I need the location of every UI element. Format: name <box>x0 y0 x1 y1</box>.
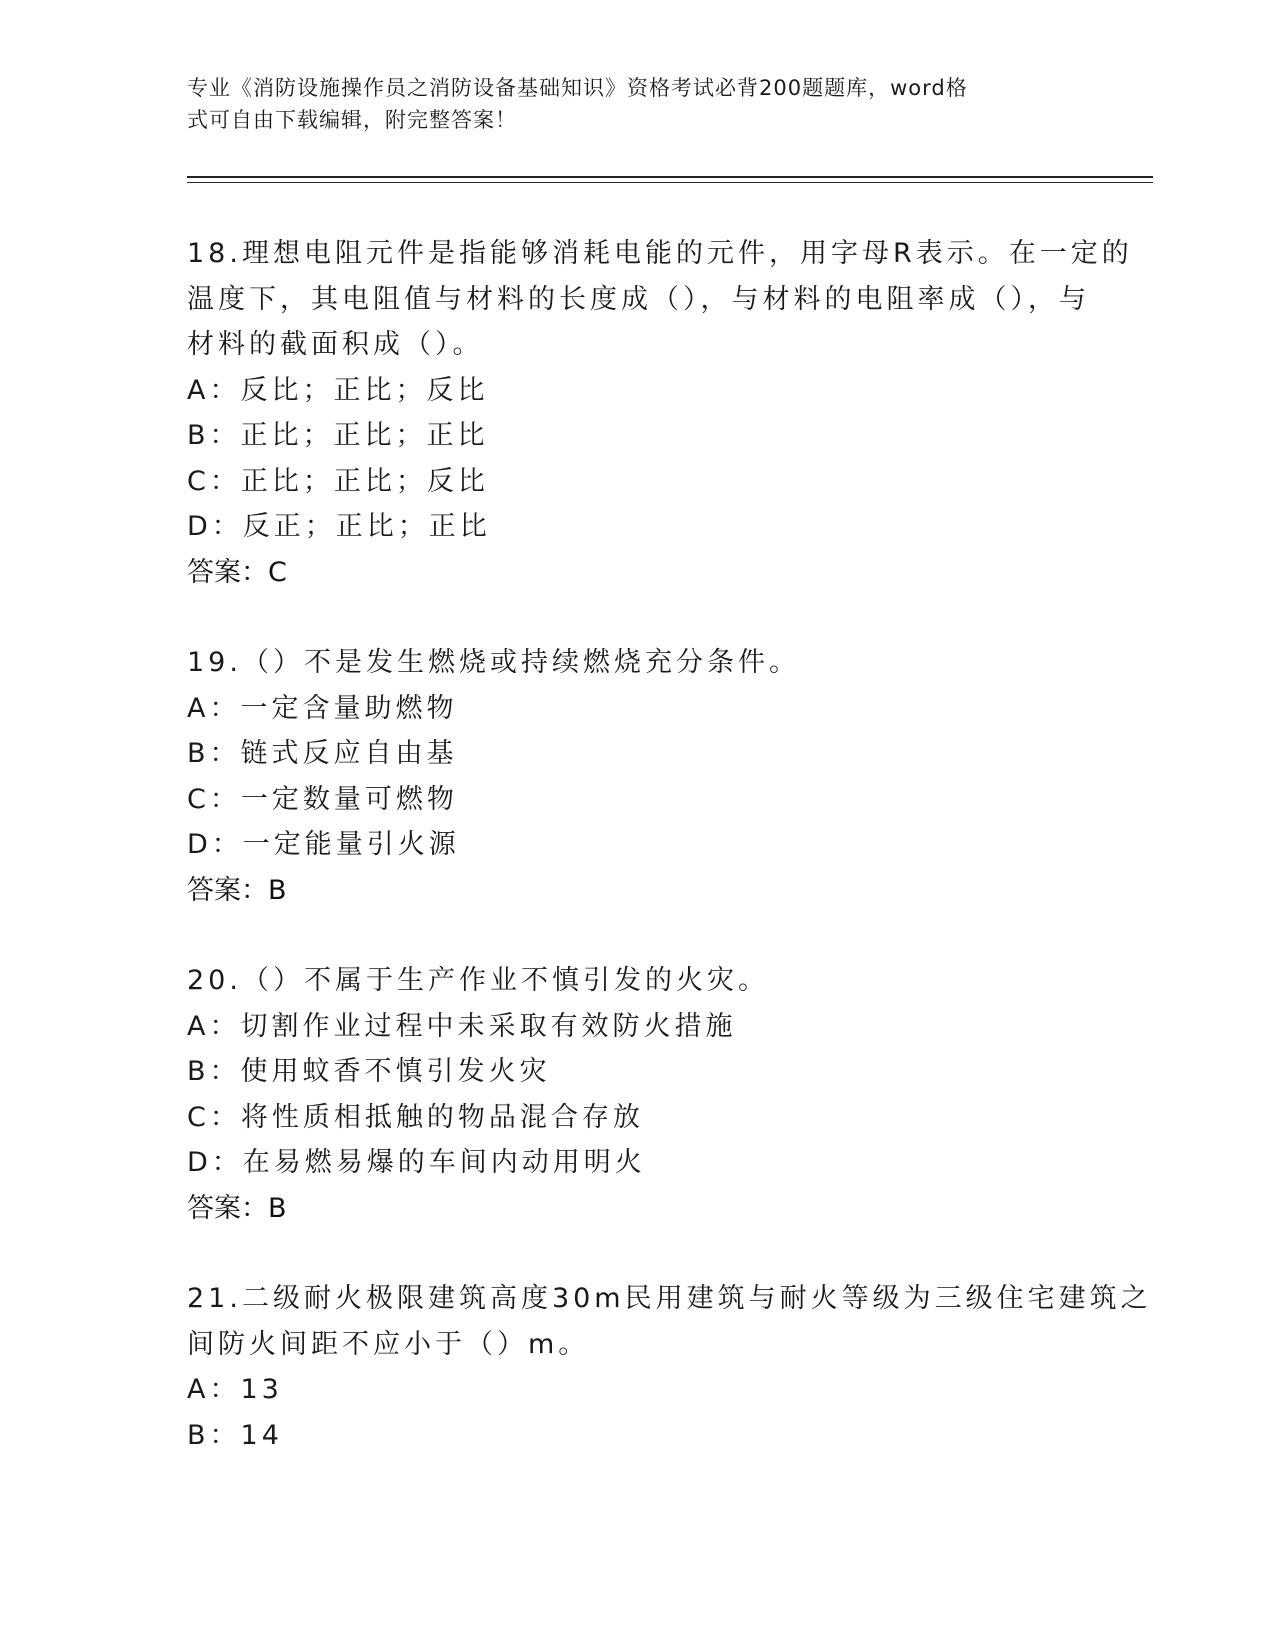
document-header <box>187 72 1087 136</box>
option-a: A：一定含量助燃物 <box>187 692 458 724</box>
option-b: B：使用蚊香不慎引发火灾 <box>187 1056 551 1087</box>
option-b: B：正比；正比；正比 <box>187 420 489 451</box>
option-c: C：正比；正比；反比 <box>187 465 489 497</box>
question-item <box>187 231 1133 595</box>
question-item <box>187 958 1097 1231</box>
option-a: A：13 <box>187 1374 283 1405</box>
question-stem-line: 18.理想电阻元件是指能够消耗电能的元件，用字母R表示。在一定的 <box>187 238 1133 269</box>
question-stem-line: 19.（）不是发生燃烧或持续燃烧充分条件。 <box>187 647 800 678</box>
question-stem-line: 温度下，其电阻值与材料的长度成（），与材料的电阻率成（），与 <box>187 283 1090 315</box>
option-d: D：在易燃易爆的车间内动用明火 <box>187 1147 646 1178</box>
answer-line: 答案：B <box>187 1192 287 1224</box>
option-d: D：反正；正比；正比 <box>187 511 491 542</box>
header-divider <box>187 176 1153 178</box>
question-item <box>187 640 1097 913</box>
question-stem-line: 21.二级耐火极限建筑高度30m民用建筑与耐火等级为三级住宅建筑之 <box>187 1283 1152 1314</box>
question-stem-line: 间防火间距不应小于（）m。 <box>187 1328 590 1360</box>
option-d: D：一定能量引火源 <box>187 829 460 860</box>
option-a: A：反比；正比；反比 <box>187 374 489 406</box>
question-stem-line: 20.（）不属于生产作业不慎引发的火灾。 <box>187 965 769 996</box>
question-item <box>187 1276 1152 1458</box>
option-b: B：链式反应自由基 <box>187 738 458 769</box>
header-text-line: 专业《消防设施操作员之消防设备基础知识》资格考试必背200题题库，word格 <box>187 76 968 100</box>
option-c: C：一定数量可燃物 <box>187 783 458 815</box>
question-stem-line: 材料的截面积成（）。 <box>187 329 484 360</box>
header-text-line: 式可自由下载编辑，附完整答案！ <box>187 108 517 132</box>
header-divider-thin <box>187 182 1153 183</box>
option-a: A：切割作业过程中未采取有效防火措施 <box>187 1010 737 1042</box>
answer-line: 答案：C <box>187 556 287 588</box>
option-c: C：将性质相抵触的物品混合存放 <box>187 1101 644 1133</box>
option-b: B：14 <box>187 1419 283 1451</box>
answer-line: 答案：B <box>187 874 287 906</box>
question-list <box>187 231 1152 1503</box>
